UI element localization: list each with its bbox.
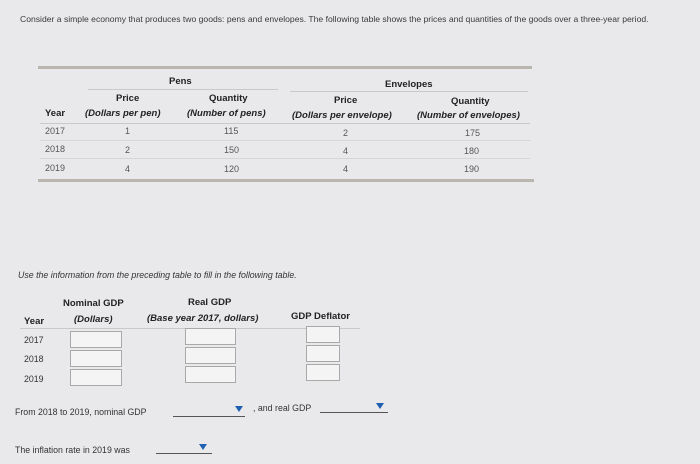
header-year: Year — [45, 108, 66, 119]
cell-envelope-price: 4 — [343, 146, 349, 156]
header-gdp-deflator: GDP Deflator — [291, 311, 350, 322]
header-pen-price: Price — [116, 93, 140, 104]
header-nominal-gdp: Nominal GDP — [63, 298, 124, 309]
nominal-gdp-2019-input[interactable] — [70, 369, 122, 386]
nominal-gdp-2018-input[interactable] — [70, 350, 122, 367]
dropdown-underline — [320, 412, 388, 413]
cell-year: 2017 — [45, 126, 66, 136]
real-gdp-2017-input[interactable] — [185, 328, 236, 345]
header-envelope-quantity-unit: (Number of envelopes) — [417, 110, 520, 121]
header-pen-quantity-unit: (Number of pens) — [187, 108, 266, 119]
header-year: Year — [24, 316, 45, 327]
header-bottom-rule — [40, 123, 530, 124]
dropdown-arrow-icon — [235, 406, 243, 412]
envelopes-group-rule — [290, 91, 528, 92]
year-label: 2017 — [24, 335, 44, 345]
cell-pen-price: 1 — [125, 126, 131, 136]
header-nominal-gdp-unit: (Dollars) — [74, 314, 113, 325]
group-header-pens: Pens — [169, 76, 192, 87]
header-real-gdp-unit: (Base year 2017, dollars) — [147, 313, 259, 324]
dropdown-underline — [173, 416, 245, 417]
year-label: 2018 — [24, 354, 44, 364]
header-envelope-price-unit: (Dollars per envelope) — [292, 110, 392, 121]
header-pen-price-unit: (Dollars per pen) — [85, 108, 161, 119]
gdp-deflator-2019-input[interactable] — [306, 364, 340, 381]
group-header-envelopes: Envelopes — [385, 79, 433, 90]
nominal-gdp-2017-input[interactable] — [70, 331, 122, 348]
header-envelope-quantity: Quantity — [451, 96, 490, 107]
gdp-deflator-2018-input[interactable] — [306, 345, 340, 362]
cell-envelope-quantity: 175 — [465, 128, 481, 138]
real-gdp-2019-input[interactable] — [185, 366, 236, 383]
header-real-gdp: Real GDP — [188, 297, 232, 308]
cell-envelope-quantity: 180 — [464, 146, 480, 156]
row-divider — [40, 140, 530, 141]
instruction-text: Use the information from the preceding table to fill in the following table. — [18, 270, 297, 280]
real-gdp-2018-input[interactable] — [185, 347, 236, 364]
inflation-question-text: The inflation rate in 2019 was — [15, 445, 130, 455]
cell-envelope-quantity: 190 — [464, 164, 480, 174]
cell-pen-price: 4 — [125, 164, 131, 174]
header-envelope-price: Price — [334, 95, 358, 106]
pens-group-rule — [88, 89, 278, 90]
cell-pen-quantity: 120 — [224, 164, 240, 174]
cell-pen-price: 2 — [125, 145, 131, 155]
dropdown-arrow-icon — [376, 403, 384, 409]
real-gdp-question-text: , and real GDP — [253, 403, 312, 413]
dropdown-arrow-icon — [199, 444, 207, 450]
intro-text: Consider a simple economy that produces two goods: pens and envelopes. The following table shows the prices and quantities of the goods over a three-year period. — [20, 14, 649, 24]
table-top-rule — [38, 66, 532, 69]
year-label: 2019 — [24, 374, 44, 384]
gdp-deflator-2017-input[interactable] — [306, 326, 340, 343]
cell-pen-quantity: 115 — [224, 126, 239, 136]
cell-year: 2019 — [45, 163, 66, 173]
dropdown-underline — [156, 453, 212, 454]
table-bottom-rule — [38, 179, 534, 182]
row-divider — [40, 158, 530, 159]
cell-envelope-price: 4 — [343, 164, 349, 174]
cell-envelope-price: 2 — [343, 128, 349, 138]
header-pen-quantity: Quantity — [209, 93, 248, 104]
cell-pen-quantity: 150 — [224, 145, 240, 155]
nominal-gdp-question-text: From 2018 to 2019, nominal GDP — [15, 407, 147, 417]
cell-year: 2018 — [45, 144, 66, 154]
